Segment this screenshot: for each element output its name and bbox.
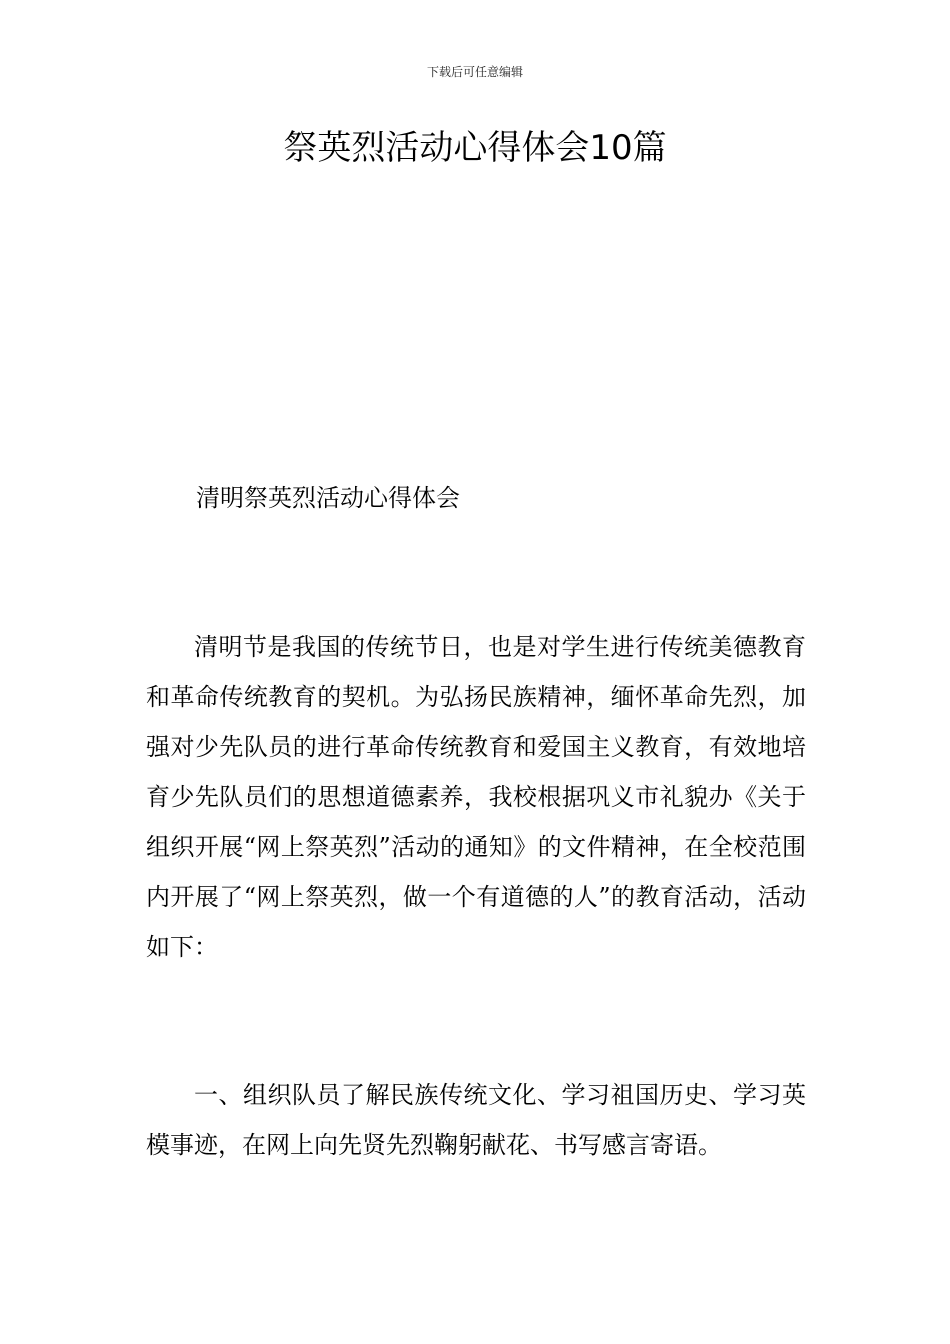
body-paragraph-2: 一、组织队员了解民族传统文化、学习祖国历史、学习英模事迹，在网上向先贤先烈鞠躬献花、书写感言寄语。 bbox=[146, 1081, 806, 1159]
document-title: 祭英烈活动心得体会10篇 bbox=[283, 128, 667, 168]
header-note: 下载后可任意编辑 bbox=[426, 65, 523, 79]
section-subtitle: 清明祭英烈活动心得体会 bbox=[196, 484, 460, 512]
body-paragraph-1: 清明节是我国的传统节日，也是对学生进行传统美德教育和革命传统教育的契机。为弘扬民族精神，缅怀革命先烈，加强对少先队员的进行革命传统教育和爱国主义教育，有效地培育少先队员们的思想道德素养，我校根据巩义市礼貌办《关于组织开展“网上祭英烈”活动的通知》的文件精神，在全校范围内开展了“网上祭英烈，做一个有道德的人”的教育活动，活动如下： bbox=[146, 633, 806, 961]
